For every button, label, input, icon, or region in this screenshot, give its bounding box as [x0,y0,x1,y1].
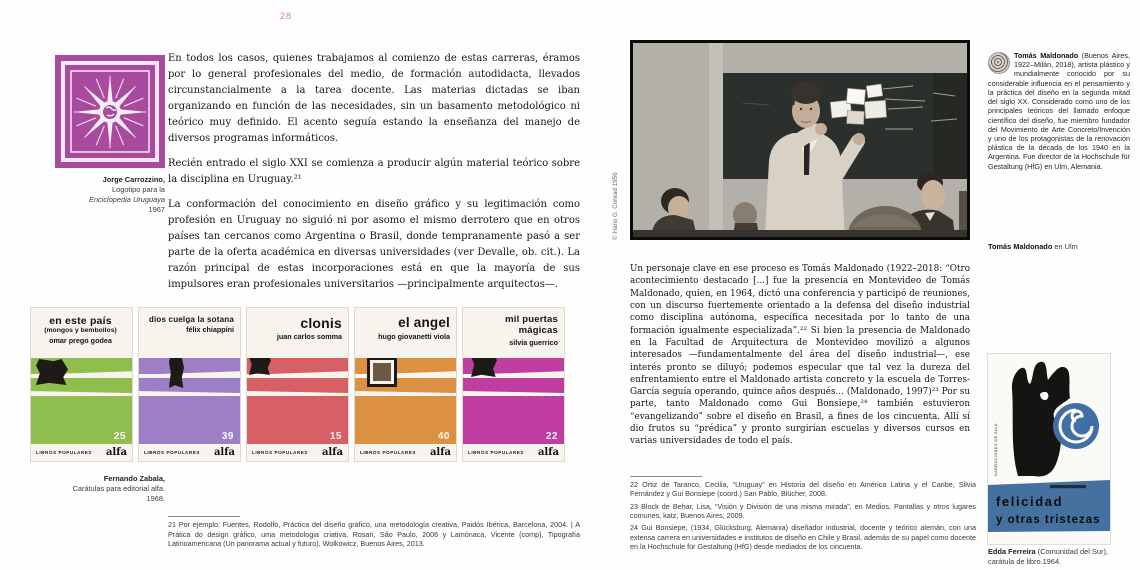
cover-illustration [36,359,68,385]
footnote-21-text: 21 Por ejemplo: Fuentes, Rodolfo, Práctica del diseño gráfico, una metodología creativa, Paidós Ibérica, Barcelona, 2004. | A Prática do design gráfico, uma metodologia criativa, Rosari, São Paulo, 2006 y Lamónaca, Vicente (comp), Tipografía Latinoamericana (Un panorama actual y futuro), Wolkowicz, Buenos Aires, 2013. [168,520,580,548]
book-cover-mil-puertas-magicas [462,307,565,462]
cover-series-label: LIBROS POPULARES [360,450,417,455]
logo-caption-artist: Jorge Carrozzino, [102,175,165,184]
footnote-divider [630,476,702,477]
cover-title: clonis [300,315,342,331]
footnote-divider [168,516,240,517]
cover-author: félix chiappini [186,325,234,335]
cover-author: silvia guerrico [509,337,558,347]
page-number: 28 [280,11,293,21]
cover-color-block [247,396,348,444]
cover-series-label: LIBROS POPULARES [36,450,93,455]
cover-illustration [367,358,397,387]
cover-title: dios cuelga la sotana [148,315,234,324]
footnote-24-text: 24 Gui Bonsiepe, (1934, Glücksburg, Alemania) diseñador industrial, docente y teórico alemán, con una extensa carrera en universidades e institutos de diseño en Chile y Brasil, además de su papel como docente en la Hochschule für Gestaltung (HfG) desde mediados de los cincuenta. [630,523,976,552]
cover-title-line1: felicidad [996,494,1064,509]
felicidad-cover-image [988,354,1110,544]
cover-number: 22 [545,431,558,442]
classroom-photo-image [630,40,970,240]
maldonado-bio [988,51,1130,171]
covers-caption-year: 1968. [146,493,165,503]
cover-author: juan carlos somma [276,332,342,342]
cover-series-label: LIBROS POPULARES [144,450,201,455]
alfa-logo: alfa [213,447,235,458]
photo-caption-rest: en Ulm [1052,242,1078,251]
felicidad-caption-artist: Edda Ferreira [988,547,1036,556]
paragraph-4: Un personaje clave en ese proceso es Tomás Maldonado (1922–2018: “Otro acontecimiento destacado [...] fue la presencia en Montevideo de Tomás Maldonado, quien, en 1964, dictó una conferencia y participó de reuniones, con un discurso fuertemente orientado a la defensa del diseño industrial como disciplina autónoma, específica necesitada por lo tanto de una formación igualmente especializada”.²² Si bien la presencia de Maldonado en la Facultad de Arquitectura de Montevideo movilizó a algunos interesados —fundamentalmente del área del diseño industrial—, ese interés pronto se diluyó; podemos especular que tal vez la dureza del enfrentamiento entre el Maldonado artista concreto y la escuela de Torres-García seguía operando, quince años después... (Maldonado, 1997)²³ Por su parte, tanto Maldonado como Gui Bonsiepe,²⁴ también estuvieron “evangelizando” sobre el diseño en Brasil, a fines de los cincuenta. Allí sí dio frutos su “prédica” y pronto surgirían escuelas y diversos cursos en varias universidades de todo el país. [630,264,970,447]
bio-text: (Buenos Aires, 1922–Milán, 2018), artista plástico y mundialmente conocido por su considerable influencia en el pensamiento y la práctica del diseño en la segunda mitad del siglo XX. Considerado como uno de los principales teóricos del llamado enfoque científico del diseño, fue miembro fundador del Movimiento de Arte Concreto/Invención y uno de los protagonistas de la renovación plástica de la década de los 1940 en la Argentina. Fue director de la Hochschule für Gestaltung (HfG) en Ulm, Alemania. [988,51,1130,171]
book-cover-el-angel [354,307,457,462]
logo-caption-work-title: Enciclopedia Uruguaya [88,194,165,204]
cover-series-label: LIBROS POPULARES [468,450,525,455]
paragraph-2: Recién entrado el siglo XXI se comienza a producir algún material teórico sobre la disciplina en Uruguay.²¹ [168,158,580,185]
cover-color-block [139,396,240,444]
cover-title: en este país [49,315,112,327]
right-body-text [630,263,970,448]
book-cover-en-este-pais [30,307,133,462]
enciclopedia-logo-image [55,55,165,168]
photo-credit: © Hans G. Conrad 1956 [612,172,619,240]
alfa-logo: alfa [321,447,343,458]
cover-subtitle: (mongos y bembollos) [44,327,117,335]
footnotes-right [630,476,976,555]
photo-caption [988,242,1078,251]
cover-author: omar prego godea [49,335,112,345]
cover-color-block [355,396,456,444]
footnote-21 [168,516,580,549]
covers-caption-artist: Fernando Zabala, [103,474,165,483]
book-cover-dios-cuelga-la-sotana [138,307,241,462]
cover-author: hugo giovanetti viola [378,331,450,341]
cover-illustration [249,358,271,375]
alfa-logo: alfa [105,447,127,458]
logo-caption [20,175,165,215]
cover-number: 40 [437,431,450,442]
cover-color-block [31,396,132,444]
cover-spine-text: NARRACIONES DE ANÍA [994,423,998,476]
alfa-logo: alfa [537,447,559,458]
paragraph-3: La conformación del conocimiento en diseño gráfico y su legitimación como profesión en Uruguay no siguió ni por asomo el mismo derrotero que en otros países tan cercanos como Argentina o Brasil, donde tempranamente pasó a ser parte de la oferta académica en diversas universidades (ver Devalle, ob. cit.). La razón principal de estas incorporaciones está en que la mayoría de sus impulsores eran profesionales universitarios —principalmente arquitectos—. [168,199,580,290]
cover-number: 25 [113,431,126,442]
classroom-photo-graphic [633,43,967,237]
logo-caption-year: 1967 [148,204,165,214]
cover-illustration [471,358,497,377]
book-cover-clonis [246,307,349,462]
logo-caption-work: Logotipo para la [111,184,165,194]
felicidad-caption [988,547,1138,566]
cover-series-label: LIBROS POPULARES [252,450,309,455]
book-covers-row [30,307,567,462]
covers-caption-work: Carátulas para editorial alfa. [72,483,165,493]
cover-title: mil puertas mágicas [505,314,558,336]
left-body-text [168,51,580,302]
alfa-logo: alfa [429,447,451,458]
footnote-23-text: 23 Block de Behar, Lisa, “Visión y División de una misma mirada”, en Medios, Pantallas y otros lugares comunes, katz, Buenos Aires, 2009. [630,501,976,521]
felicidad-caption-line2: carátula de libro.1964. [988,556,1062,566]
cover-number: 15 [329,431,342,442]
covers-caption [20,474,165,504]
cover-title-line2: y otras tristezas [996,514,1101,526]
photo-caption-name: Tomás Maldonado [988,242,1053,251]
cover-number: 39 [221,431,234,442]
paragraph-1: En todos los casos, quienes trabajamos al comienzo de estas carreras, éramos por lo general profesionales del medio, de formación autodidacta, llevados circunstancialmente a la tarea docente. Las materias dictadas se iban organizando en función de las necesidades, sin un basamento metodológico ni teórico muy definido. El acento seguía estando la enseñanza del manejo de diversos programas informáticos. [168,53,580,144]
bio-name: Tomás Maldonado [1014,51,1079,60]
maldonado-portrait-thumbnail [988,52,1010,74]
cover-title: el angel [398,315,450,330]
starburst-logo-graphic [55,55,165,168]
footnote-22-text: 22 Ortiz de Taranco, Cecilia, “Uruguay” en Historia del diseño en América Latina y el Caribe, Silvia Fernández y Gui Bonsiepe (coord.) San Pablo, Blücher, 2008. [630,480,976,499]
felicidad-caption-rest: (Comunidad del Sur), [1035,547,1108,556]
cover-color-block [463,396,564,444]
cover-illustration [169,358,184,388]
felicidad-cover-graphic [988,354,1110,544]
